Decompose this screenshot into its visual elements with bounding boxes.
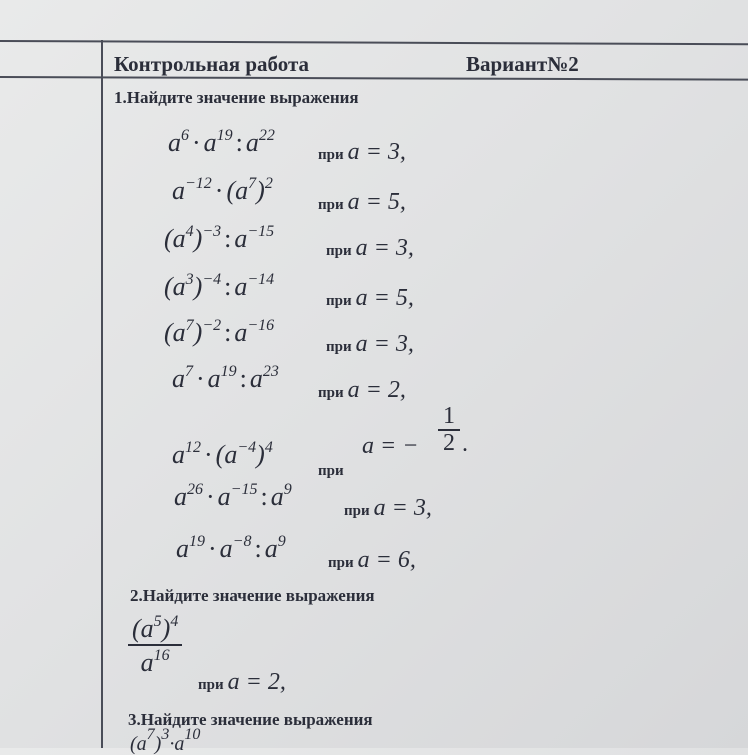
condition-7-trail: . — [462, 431, 468, 457]
expression-8: $a^{26} \cdot a^{-15}$ : $a^9$ — [174, 481, 292, 511]
condition-9: при a = 6, — [328, 547, 416, 573]
condition-4: при a = 5, — [326, 285, 414, 311]
condition-2: при a = 5, — [318, 189, 406, 215]
left-column-rule — [101, 40, 103, 748]
expression-3: $(a^4)^{-3}$ : $a^{-15}$ — [164, 223, 275, 253]
expression-2: $a^{-12} \cdot (a^7)^2$ — [172, 175, 273, 205]
expression-5: $(a^7)^{-2}$ : $a^{-16}$ — [164, 317, 275, 347]
header-bottom-rule — [0, 76, 748, 81]
condition-7-fraction: $\frac{1}{2}$ — [438, 404, 460, 456]
condition-7-pri: при — [318, 463, 344, 479]
condition-5: при a = 3, — [326, 331, 414, 357]
condition-8: при a = 3, — [344, 495, 432, 521]
task3-heading: 3.Найдите значение выражения — [128, 710, 373, 729]
task2-fraction: $(a^5)^4$ $a^{16}$ — [128, 616, 182, 676]
header-top-rule — [0, 40, 748, 45]
expression-9: $a^{19} \cdot a^{-8}$ : $a^9$ — [176, 533, 286, 563]
expression-6: $a^7 \cdot a^{19}$ : $a^{23}$ — [172, 363, 279, 393]
task2-condition: при a = 2, — [198, 669, 286, 695]
condition-7: a = − — [362, 433, 419, 459]
task2-heading: 2.Найдите значение выражения — [130, 586, 375, 605]
task1-heading: 1.Найдите значение выражения — [114, 88, 359, 107]
worksheet-title: Контрольная работа — [114, 52, 310, 76]
condition-6: при a = 2, — [318, 377, 406, 403]
condition-3: при a = 3, — [326, 235, 414, 261]
expression-7: $a^{12} \cdot (a^{-4})^4$ — [172, 439, 273, 469]
variant-label: Вариант№2 — [466, 52, 579, 76]
condition-1: при a = 3, — [318, 139, 406, 165]
task3-expression-partial: $(a^7)^3\cdot a^{10}$ — [130, 726, 201, 755]
expression-1: $a^6 \cdot a^{19}$ : $a^{22}$ — [168, 127, 275, 157]
expression-4: $(a^3)^{-4}$ : $a^{-14}$ — [164, 271, 275, 301]
